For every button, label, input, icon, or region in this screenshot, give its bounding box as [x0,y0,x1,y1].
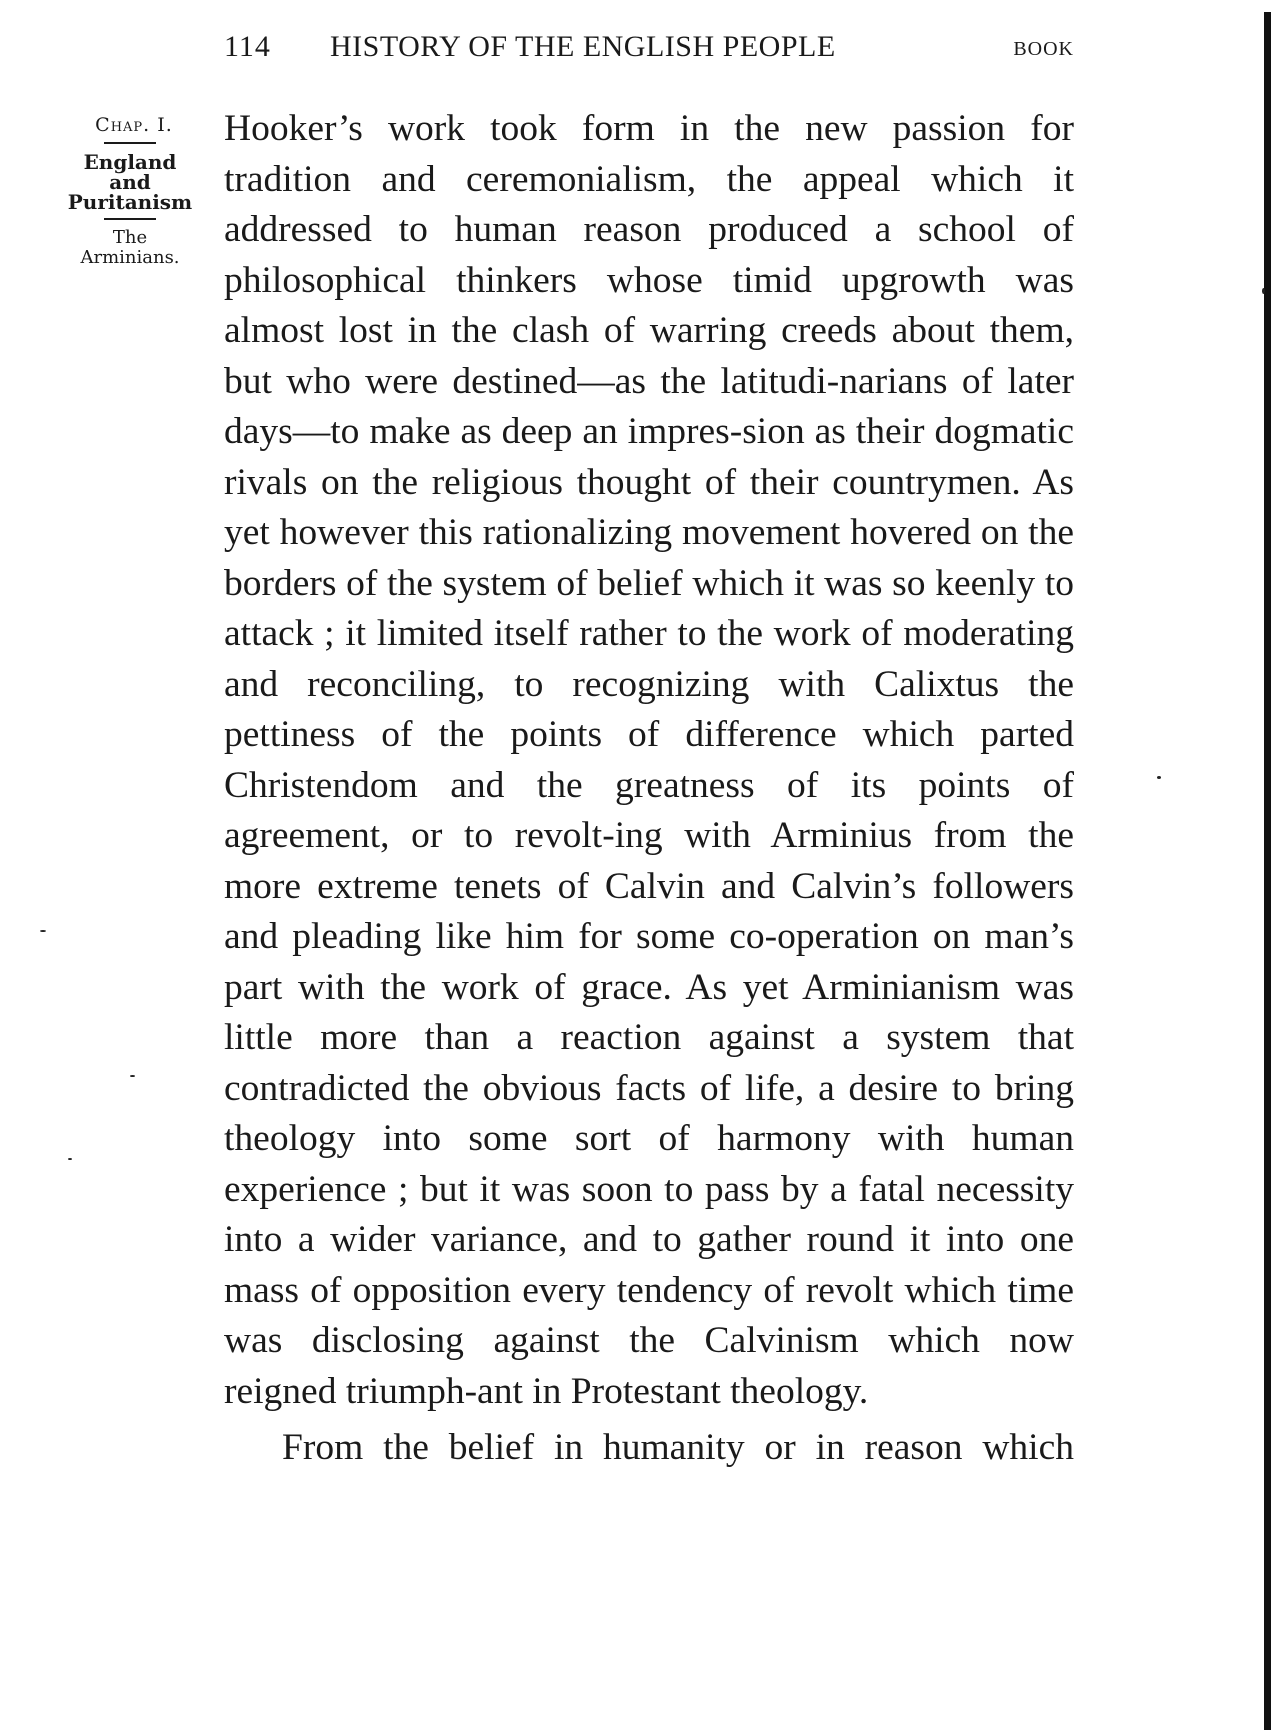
section-title [40,152,220,212]
chapter-prefix: Chap. [95,114,151,136]
marginal-rule [104,142,156,144]
marginal-rule [104,218,156,220]
scan-speck [130,1075,135,1077]
chapter-number: I. [157,114,173,136]
scan-speck [68,1158,72,1160]
topic-line: Arminians. [80,247,180,268]
running-title: HISTORY OF THE ENGLISH PEOPLE [330,30,836,63]
binding-edge [1264,12,1271,1730]
main-text [224,104,1074,1474]
page-number: 114 [224,30,271,63]
scan-speck [40,930,46,932]
scan-speck [1262,288,1265,294]
running-header [222,30,1074,70]
section-line: England [83,150,177,174]
topic-line: The [112,227,148,248]
chapter-label [40,114,220,136]
section-line: Puritanism [67,190,193,214]
section-line: and [109,170,151,194]
paragraph: Hooker’s work took form in the new passion for tradition and ceremonialism, the appeal which it addressed to human reason produced a school of philosophical thinkers whose timid upgrowth was almost lost in the clash of warring creeds about them, but who were destined—as the latitudi-narians of later days—to make as deep an impres-sion as their dogmatic rivals on the religious thought of their countrymen. As yet however this rationalizing movement hovered on the borders of the system of belief which it was so keenly to attack ; it limited itself rather to the work of moderating and reconciling, to recognizing with Calixtus the pettiness of the points of difference which parted Christendom and the greatness of its points of agreement, or to revolt-ing with Arminius from the more extreme tenets of Calvin and Calvin’s followers and pleading like him for some co-operation on man’s part with the work of grace. As yet Arminianism was little more than a reaction against a system that contradicted the obvious facts of life, a desire to bring theology into some sort of harmony with human experience ; but it was soon to pass by a fatal necessity into a wider variance, and to gather round it into one mass of opposition every tendency of revolt which time was disclosing against the Calvinism which now reigned triumph-ant in Protestant theology. [224,108,1074,1412]
scan-speck [1157,776,1161,779]
book-label: BOOK [1013,38,1074,60]
topic-note [40,228,220,268]
marginal-notes [40,114,220,268]
paragraph: From the belief in humanity or in reason which [282,1427,1074,1468]
